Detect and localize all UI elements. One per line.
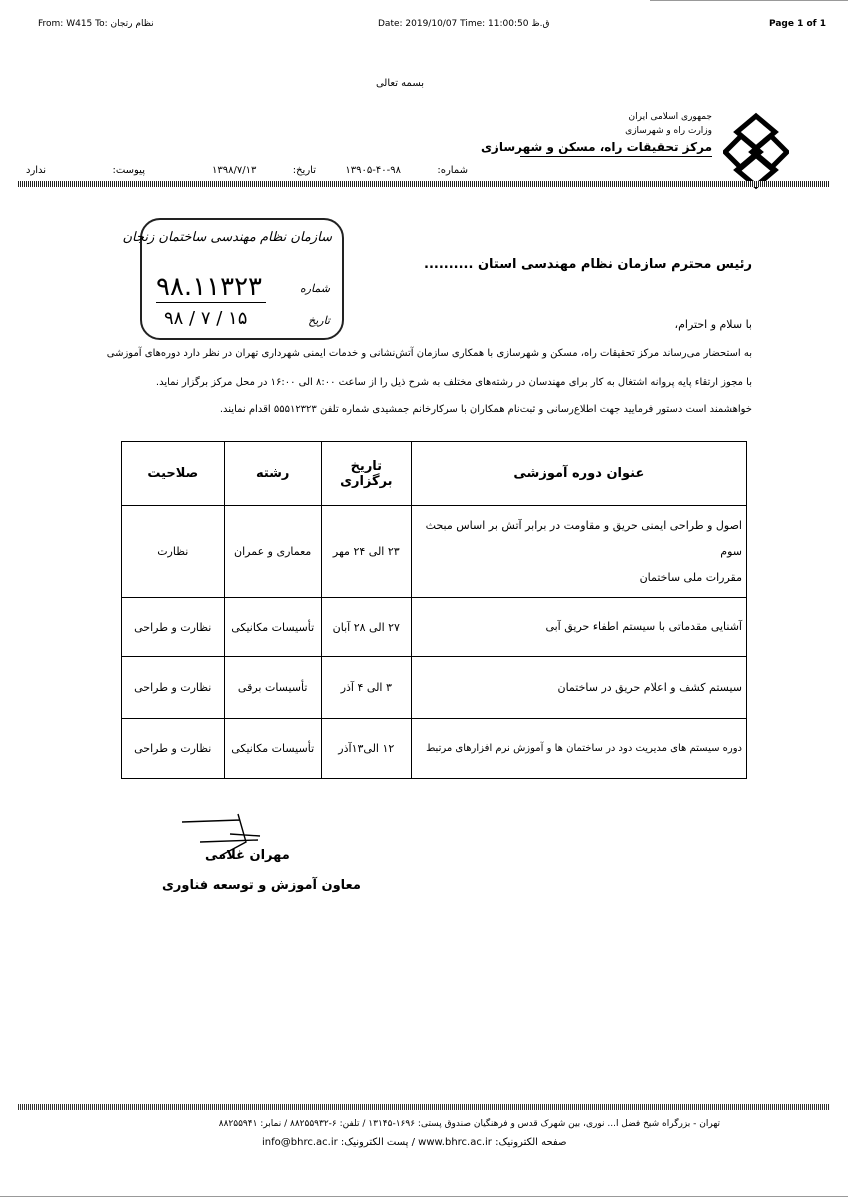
letter-number-value: ۹۸-۴۰-۱۳۹۰۵ xyxy=(345,165,401,176)
bhrc-logo-icon xyxy=(723,112,789,190)
body-line-2: با مجوز ارتقاء پایه پروانه اشتغال به کار برای مهندسان در رشته‌های مختلف به شرح ذیل را از ساعت ۸:۰۰ الی ۱۶:۰۰ در محل مرکز برگزار نماید. xyxy=(155,377,752,388)
footer-address: تهران - بزرگراه شیخ فضل ا... نوری، بین شهرک قدس و فرهنگیان صندوق پستی: ۱۶۹۶-۱۳۱۴۵ / تلفن: ۶-۸۸۲۵۵۹۳۲ / نمابر: ۸۸۲۵۵۹۴۱ xyxy=(218,1119,720,1129)
fax-page-number: Page 1 of 1 xyxy=(769,19,826,29)
stamp-date-label: تاریخ xyxy=(308,314,330,327)
top-rule xyxy=(650,0,848,1)
header-divider xyxy=(18,181,830,187)
footer-email-label: / پست الکترونیک: xyxy=(340,1137,415,1148)
org-name: مرکز تحقیقات راه، مسکن و شهرسازی xyxy=(480,140,712,154)
table-row xyxy=(122,719,747,779)
fax-date-time: Date: 2019/10/07 Time: 11:00:50 ق.ظ xyxy=(378,19,550,29)
letter-date-label: تاریخ: xyxy=(292,165,316,176)
footer-email[interactable]: info@bhrc.ac.ir xyxy=(262,1137,338,1148)
signer-role: معاون آموزش و توسعه فناوری xyxy=(162,878,361,893)
course-field: معماری و عمران xyxy=(224,506,321,598)
course-competence: نظارت و طراحی xyxy=(122,657,225,719)
signer-name: مهران غلامی xyxy=(205,848,290,863)
letter-attachment-label: پیوست: xyxy=(112,165,145,176)
stamp-number: ۹۸.۱۱۳۲۳ xyxy=(156,272,263,302)
course-title xyxy=(411,506,746,598)
letter-date xyxy=(212,165,316,176)
course-date: ۲۳ الی ۲۴ مهر xyxy=(321,506,411,598)
header-field: رشته xyxy=(224,442,321,506)
course-date: ۱۲ الی۱۳آذر xyxy=(321,719,411,779)
course-title-line: اصول و طراحی ایمنی حریق و مقاومت در برابر آتش بر اساس مبحث سوم xyxy=(425,518,742,558)
course-competence: نظارت xyxy=(122,506,225,598)
course-title: سیستم کشف و اعلام حریق در ساختمان xyxy=(411,657,746,719)
basmala: بسمه تعالی xyxy=(375,78,425,89)
table-header-row xyxy=(122,442,747,506)
stamp-org: سازمان نظام مهندسی ساختمان زنجان xyxy=(122,230,332,245)
course-title: دوره سیستم های مدیریت دود در ساختمان ها و آموزش نرم افزارهای مرتبط xyxy=(411,719,746,779)
course-field: تأسیسات برقی xyxy=(224,657,321,719)
letter-number-label: شماره: xyxy=(437,165,468,176)
bottom-rule xyxy=(0,1196,848,1197)
letter-date-value: ۱۳۹۸/۷/۱۳ xyxy=(212,165,257,176)
org-line-2: وزارت راه و شهرسازی xyxy=(625,126,712,136)
footer-contact xyxy=(262,1137,567,1148)
course-competence: نظارت و طراحی xyxy=(122,719,225,779)
table-row xyxy=(122,506,747,598)
stamp-number-label: شماره xyxy=(299,282,330,295)
body-line-3: خواهشمند است دستور فرمایید جهت اطلاع‌رسانی و ثبت‌نام همکاران با سرکارخانم جمشیدی شماره تلفن ۵۵۵۱۲۳۲۳ اقدام نمایند. xyxy=(219,404,752,415)
footer-web-label: صفحه الکترونیک: xyxy=(495,1137,567,1148)
header-date: تاریخ برگزاری xyxy=(321,442,411,506)
receipt-stamp xyxy=(122,218,344,340)
table-row xyxy=(122,657,747,719)
fax-from-to: From: W415 To: نظام رتجان xyxy=(38,19,154,29)
letter-attachment-value: ندارد xyxy=(25,165,47,176)
course-date: ۳ الی ۴ آذر xyxy=(321,657,411,719)
course-date: ۲۷ الی ۲۸ آبان xyxy=(321,598,411,657)
footer-web[interactable]: www.bhrc.ac.ir xyxy=(418,1137,492,1148)
greeting: با سلام و احترام، xyxy=(674,318,752,331)
letter-number xyxy=(345,165,468,176)
body-line-1: به استحضار می‌رساند مرکز تحقیقات راه، مسکن و شهرسازی با همکاری سازمان آتش‌نشانی و خدمات ایمنی شهرداری تهران در نظر دارد دوره‌های آموزشی xyxy=(106,348,752,359)
header-competence: صلاحیت xyxy=(122,442,225,506)
stamp-underline xyxy=(156,302,266,303)
course-field: تأسیسات مکانیکی xyxy=(224,598,321,657)
course-title: آشنایی مقدماتی با سیستم اطفاء حریق آبی xyxy=(411,598,746,657)
header-course-title: عنوان دوره آموزشی xyxy=(411,442,746,506)
courses-table xyxy=(121,441,747,779)
letter-attachment xyxy=(26,165,145,176)
org-underline xyxy=(520,156,712,157)
course-field: تأسیسات مکانیکی xyxy=(224,719,321,779)
table-row xyxy=(122,598,747,657)
org-line-1: جمهوری اسلامی ایران xyxy=(628,112,712,122)
course-title-line: مقررات ملی ساختمان xyxy=(639,570,742,584)
course-competence: نظارت و طراحی xyxy=(122,598,225,657)
stamp-date: ۹۸ / ۷ / ۱۵ xyxy=(164,308,248,329)
addressee: رئیس محترم سازمان نظام مهندسی استان .......... xyxy=(424,257,752,272)
footer-divider xyxy=(18,1104,830,1110)
